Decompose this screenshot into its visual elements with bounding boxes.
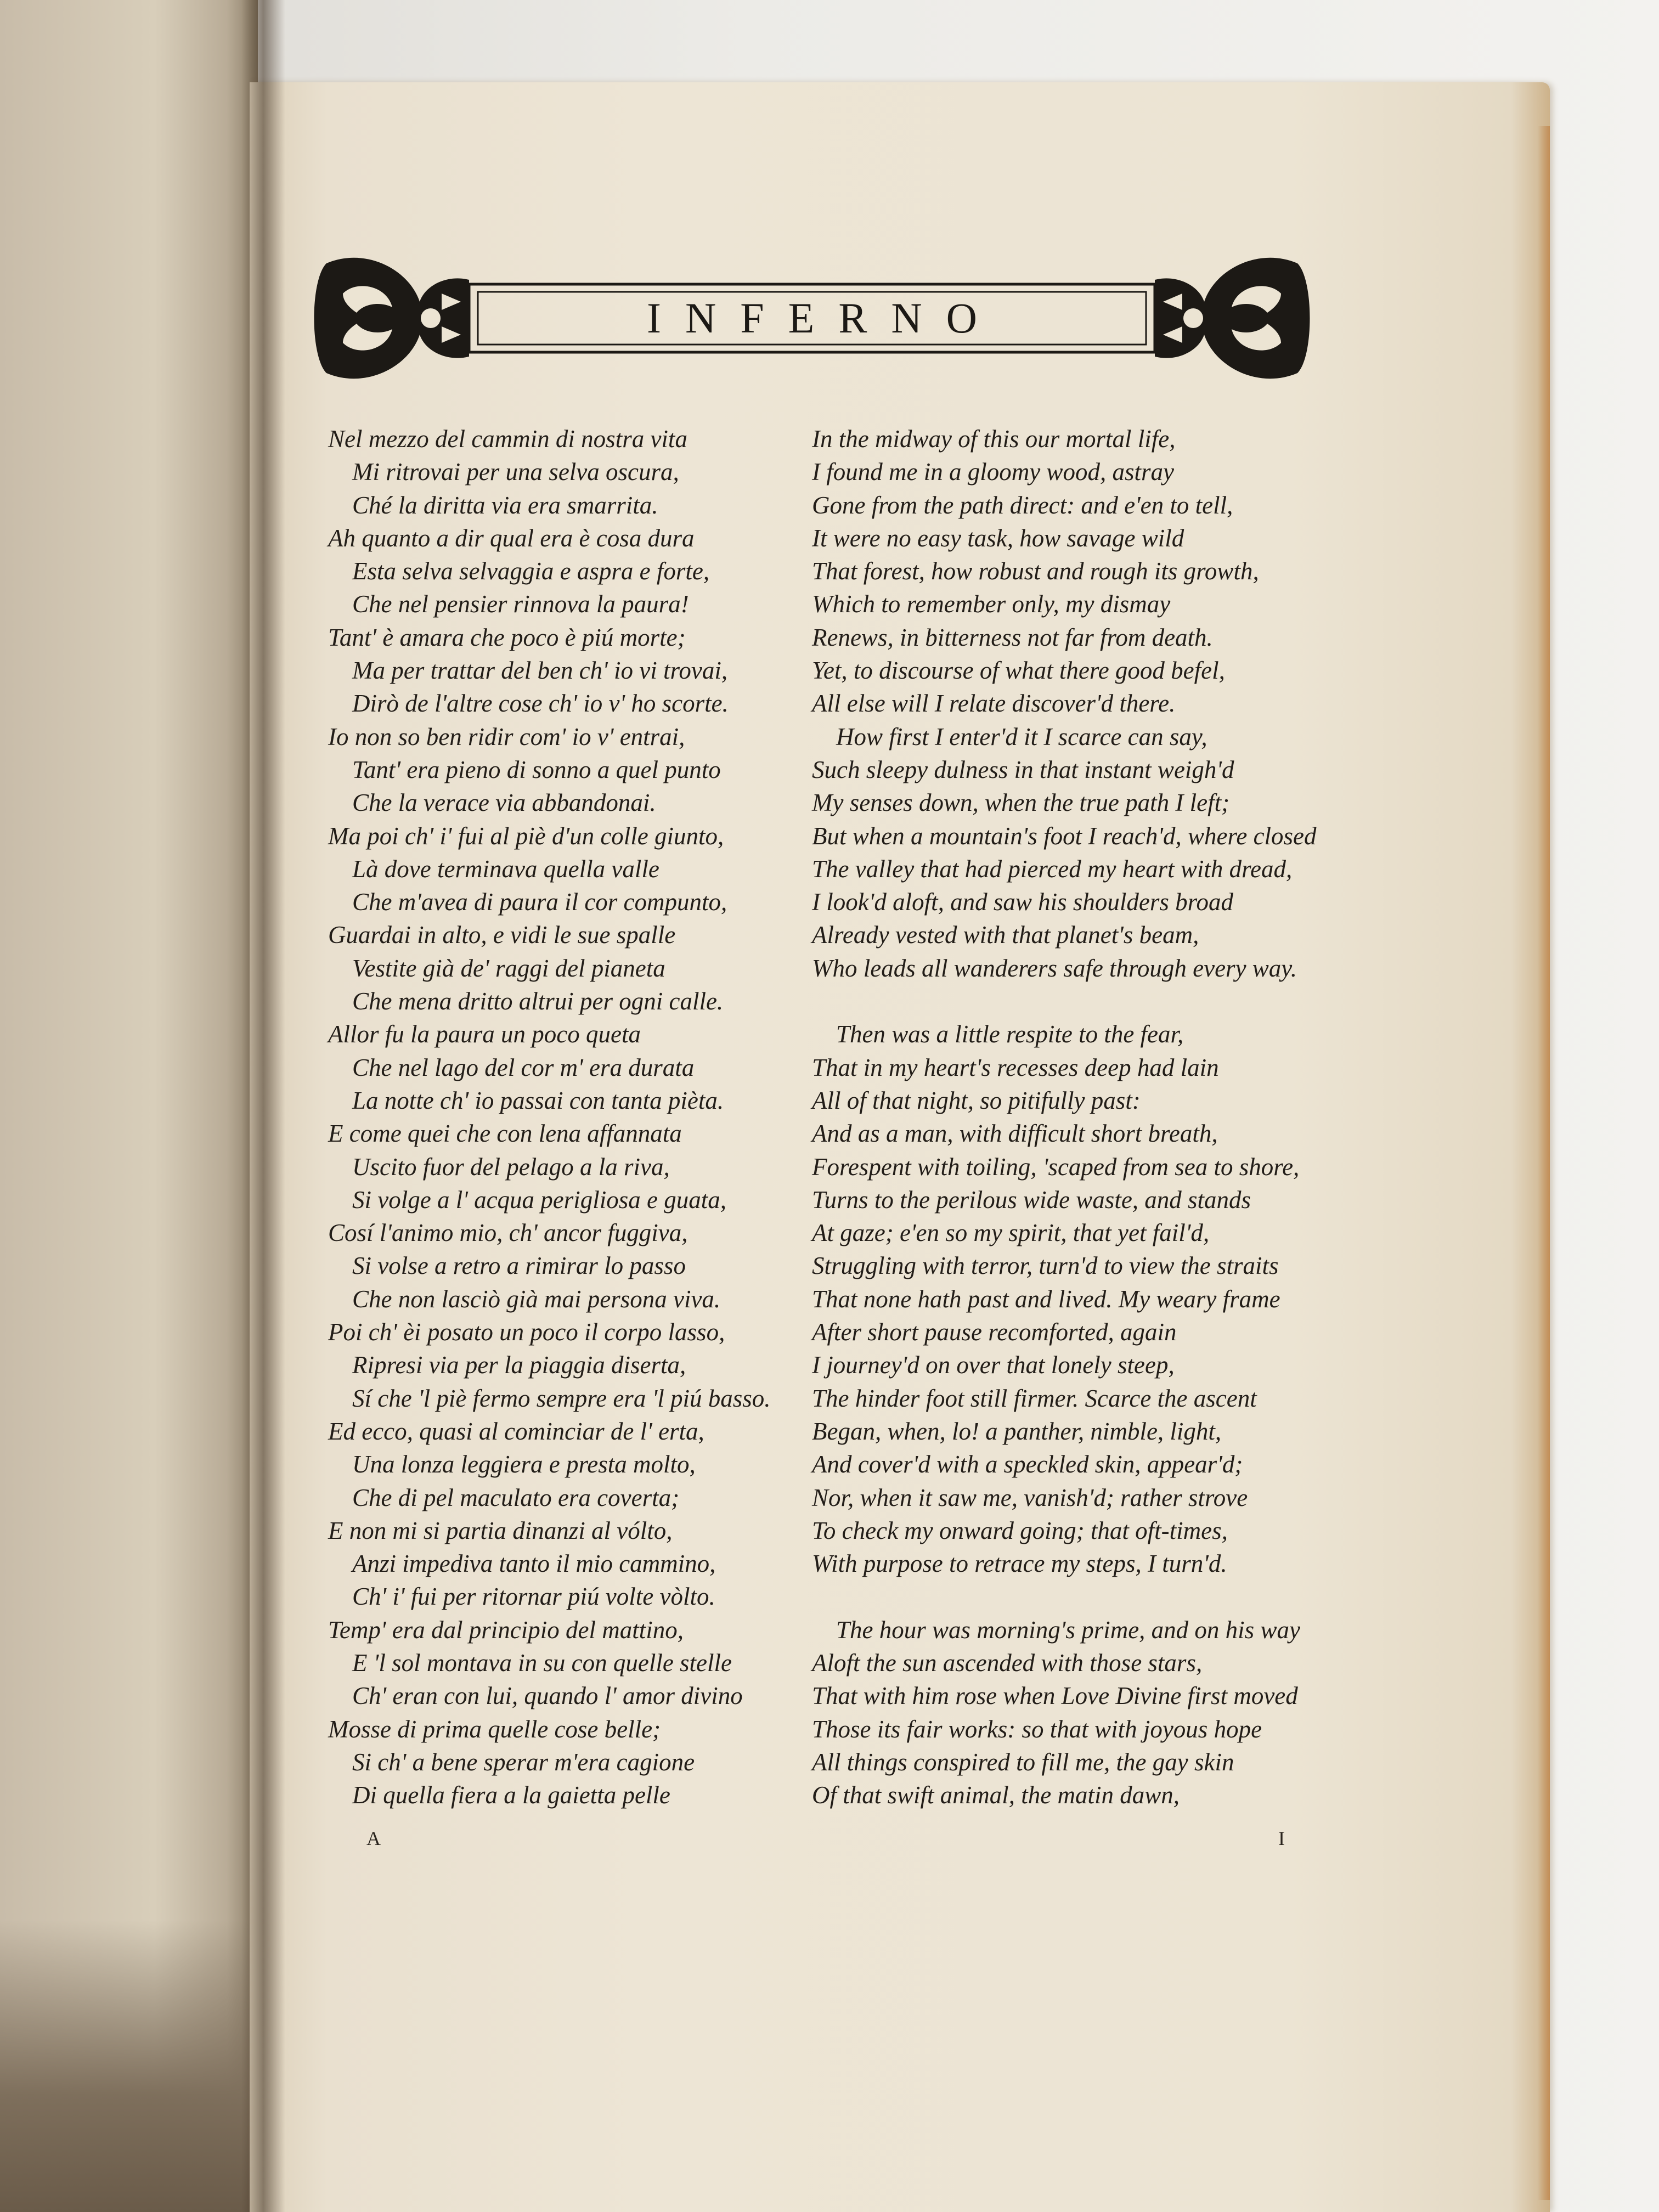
italian-verse-line: Ed ecco, quasi al cominciar de l' erta,	[328, 1417, 704, 1445]
italian-text-column	[328, 422, 770, 1812]
english-verse-line: Which to remember only, my dismay	[812, 590, 1171, 618]
english-verse-line: All else will I relate discover'd there.	[812, 690, 1176, 718]
english-verse-line: Those its fair works: so that with joyous hope	[812, 1715, 1262, 1743]
italian-verse-line: Una lonza leggiera e presta molto,	[352, 1451, 696, 1479]
italian-verse-line: Mosse di prima quelle cose belle;	[328, 1715, 661, 1743]
italian-verse-line: Là dove terminava quella valle	[352, 855, 659, 883]
italian-verse-line: Che nel lago del cor m' era durata	[352, 1053, 695, 1081]
title-cartouche	[304, 241, 1319, 395]
left-ornament-icon	[314, 258, 470, 379]
english-verse-line: Who leads all wanderers safe through every way.	[812, 954, 1297, 982]
english-verse-line: That forest, how robust and rough its growth,	[812, 557, 1259, 585]
english-verse-line: My senses down, when the true path I left;	[812, 789, 1230, 817]
italian-verse-line: Vestite già de' raggi del pianeta	[352, 954, 665, 982]
italian-verse-line: Sí che 'l piè fermo sempre era 'l piú basso.	[352, 1384, 771, 1412]
page-number: I	[1278, 1827, 1286, 1849]
english-verse-line: I journey'd on over that lonely steep,	[812, 1351, 1175, 1379]
english-verse-line: With purpose to retrace my steps, I turn'd.	[812, 1550, 1227, 1578]
italian-verse-line: Guardai in alto, e vidi le sue spalle	[328, 921, 676, 949]
italian-verse-line: Cosí l'animo mio, ch' ancor fuggiva,	[328, 1219, 688, 1247]
italian-verse-line: Ché la diritta via era smarrita.	[352, 491, 658, 519]
page-title: INFERNO	[646, 294, 1001, 342]
italian-verse-line: E come quei che con lena affannata	[328, 1120, 682, 1148]
english-verse-line: Yet, to discourse of what there good befel,	[812, 657, 1225, 685]
italian-verse-line: Che di pel maculato era coverta;	[352, 1483, 680, 1511]
english-verse-line: Then was a little respite to the fear,	[836, 1020, 1184, 1048]
italian-verse-line: Nel mezzo del cammin di nostra vita	[328, 425, 687, 453]
italian-verse-line: Ma poi ch' i' fui al piè d'un colle giunto,	[328, 822, 724, 850]
english-verse-line: Turns to the perilous wide waste, and stands	[812, 1186, 1251, 1214]
italian-verse-line: Ma per trattar del ben ch' io vi trovai,	[352, 657, 728, 685]
english-verse-line: All of that night, so pitifully past:	[812, 1086, 1141, 1114]
english-verse-line: The hour was morning's prime, and on his way	[836, 1616, 1300, 1644]
english-verse-line: That none hath past and lived. My weary frame	[812, 1285, 1280, 1313]
english-verse-line: In the midway of this our mortal life,	[812, 425, 1176, 453]
italian-verse-line: Che la verace via abbandonai.	[352, 789, 656, 817]
english-verse-line: Gone from the path direct: and e'en to tell,	[812, 491, 1233, 519]
english-verse-line: And cover'd with a speckled skin, appear'd;	[812, 1451, 1243, 1479]
italian-verse-line: Si volge a l' acqua perigliosa e guata,	[352, 1186, 727, 1214]
english-verse-line: To check my onward going; that oft-times,	[812, 1516, 1228, 1544]
english-verse-line: It were no easy task, how savage wild	[812, 524, 1184, 552]
english-text-column	[812, 422, 1317, 1812]
italian-verse-line: Ch' i' fui per ritornar piú volte vòlto.	[352, 1583, 715, 1611]
italian-verse-line: Che m'avea di paura il cor compunto,	[352, 888, 727, 916]
italian-verse-line: E 'l sol montava in su con quelle stelle	[352, 1649, 732, 1677]
stanza-gap	[812, 1580, 1317, 1613]
english-verse-line: All things conspired to fill me, the gay skin	[812, 1748, 1234, 1776]
italian-verse-line: Esta selva selvaggia e aspra e forte,	[352, 557, 710, 585]
english-verse-line: That in my heart's recesses deep had lain	[812, 1053, 1219, 1081]
italian-verse-line: Che nel pensier rinnova la paura!	[352, 590, 689, 618]
stanza-gap	[812, 985, 1317, 1018]
english-verse-line: After short pause recomforted, again	[812, 1318, 1177, 1346]
english-verse-line: But when a mountain's foot I reach'd, where closed	[812, 822, 1317, 850]
italian-verse-line: Allor fu la paura un poco queta	[328, 1020, 641, 1048]
english-verse-line: I found me in a gloomy wood, astray	[812, 458, 1174, 486]
italian-verse-line: Mi ritrovai per una selva oscura,	[352, 458, 679, 486]
italian-verse-line: Poi ch' èi posato un poco il corpo lasso,	[328, 1318, 725, 1346]
signature-mark: A	[366, 1827, 382, 1849]
english-verse-line: That with him rose when Love Divine first moved	[812, 1682, 1298, 1710]
page-edge-foxing	[1538, 126, 1550, 2200]
english-verse-line: Already vested with that planet's beam,	[812, 921, 1199, 949]
english-verse-line: Began, when, lo! a panther, nimble, light,	[812, 1417, 1222, 1445]
english-verse-line: The hinder foot still firmer. Scarce the ascent	[812, 1384, 1257, 1412]
italian-verse-line: La notte ch' io passai con tanta pièta.	[352, 1086, 724, 1114]
english-verse-line: Such sleepy dulness in that instant weigh'd	[812, 755, 1234, 783]
italian-verse-line: Che non lasciò già mai persona viva.	[352, 1285, 721, 1313]
italian-verse-line: Che mena dritto altrui per ogni calle.	[352, 988, 724, 1015]
italian-verse-line: Anzi impediva tanto il mio cammino,	[352, 1550, 716, 1578]
english-verse-line: Renews, in bitterness not far from death.	[812, 623, 1213, 651]
italian-verse-line: Temp' era dal principio del mattino,	[328, 1616, 684, 1644]
italian-verse-line: Ah quanto a dir qual era è cosa dura	[328, 524, 695, 552]
english-verse-line: And as a man, with difficult short breath,	[812, 1120, 1218, 1148]
italian-verse-line: Tant' è amara che poco è piú morte;	[328, 623, 686, 651]
english-verse-line: Struggling with terror, turn'd to view the straits	[812, 1252, 1279, 1280]
italian-verse-line: Ch' eran con lui, quando l' amor divino	[352, 1682, 743, 1710]
english-verse-line: The valley that had pierced my heart with dread,	[812, 855, 1293, 883]
english-verse-line: Nor, when it saw me, vanish'd; rather strove	[812, 1483, 1248, 1511]
english-verse-line: How first I enter'd it I scarce can say,	[836, 723, 1207, 751]
italian-verse-line: Ripresi via per la piaggia diserta,	[352, 1351, 686, 1379]
italian-verse-line: Si volse a retro a rimirar lo passo	[352, 1252, 686, 1280]
english-verse-line: Aloft the sun ascended with those stars,	[812, 1649, 1203, 1677]
left-page-edge	[0, 0, 258, 2212]
english-verse-line: At gaze; e'en so my spirit, that yet fail'd,	[812, 1219, 1210, 1247]
italian-verse-line: Tant' era pieno di sonno a quel punto	[352, 755, 721, 783]
italian-verse-line: Dirò de l'altre cose ch' io v' ho scorte.	[352, 690, 729, 718]
book-gutter	[241, 0, 285, 2212]
italian-verse-line: Uscito fuor del pelago a la riva,	[352, 1153, 670, 1181]
italian-verse-line: E non mi si partia dinanzi al vólto,	[328, 1516, 673, 1544]
italian-verse-line: Di quella fiera a la gaietta pelle	[352, 1781, 670, 1809]
italian-verse-line: Si ch' a bene sperar m'era cagione	[352, 1748, 695, 1776]
right-ornament-icon	[1155, 258, 1310, 379]
english-verse-line: I look'd aloft, and saw his shoulders broad	[812, 888, 1233, 916]
english-verse-line: Of that swift animal, the matin dawn,	[812, 1781, 1180, 1809]
english-verse-line: Forespent with toiling, 'scaped from sea to shore,	[812, 1153, 1300, 1181]
italian-verse-line: Io non so ben ridir com' io v' entrai,	[328, 723, 685, 751]
